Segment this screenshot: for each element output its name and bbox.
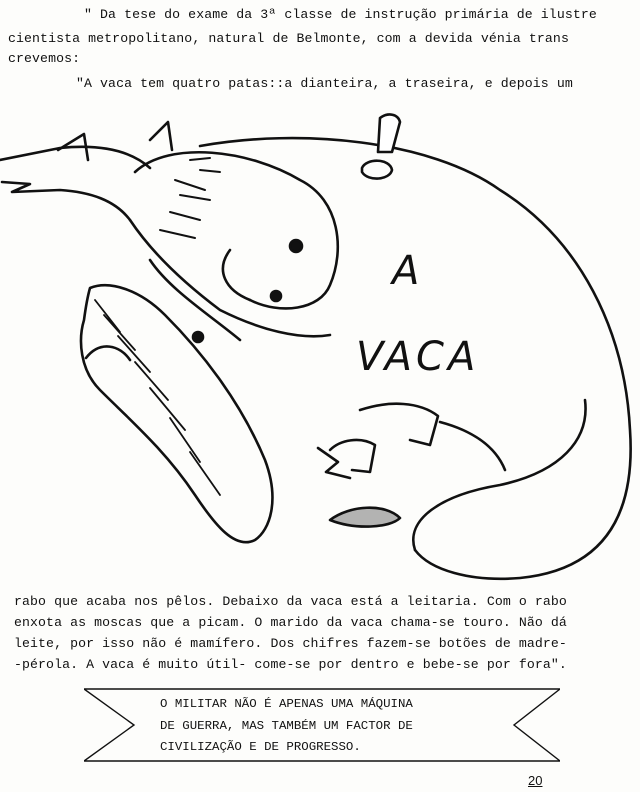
body-line-4: -pérola. A vaca é muito útil- come-se por dentro e bebe-se por fora". <box>14 657 567 672</box>
intro-line-3: crevemos: <box>8 51 81 66</box>
banner-line-3: CIVILIZAÇÃO E DE PROGRESSO. <box>160 740 361 754</box>
banner-line-2: DE GUERRA, MAS TAMBÉM UM FACTOR DE <box>160 719 413 733</box>
illustration-title-a: A <box>392 248 420 294</box>
body-line-1: rabo que acaba nos pêlos. Debaixo da vaca está a leitaria. Com o rabo <box>14 594 567 609</box>
banner-line-1: O MILITAR NÃO É APENAS UMA MÁQUINA <box>160 697 413 711</box>
page-number: 20 <box>528 773 543 788</box>
cow-illustration <box>0 100 640 588</box>
intro-line-2: cientista metropolitano, natural de Belmonte, com a devida vénia trans <box>8 31 569 46</box>
intro-line-1: " Da tese do exame da 3ª classe de instrução primária de ilustre <box>84 7 597 22</box>
illustration-title-vaca: VACA <box>356 334 480 380</box>
intro-line-4: "A vaca tem quatro patas::a dianteira, a traseira, e depois um <box>76 76 573 91</box>
body-line-3: leite, por isso não é mamífero. Dos chifres fazem-se botões de madre- <box>14 636 567 651</box>
body-line-2: enxota as moscas que a picam. O marido da vaca chama-se touro. Não dá <box>14 615 567 630</box>
